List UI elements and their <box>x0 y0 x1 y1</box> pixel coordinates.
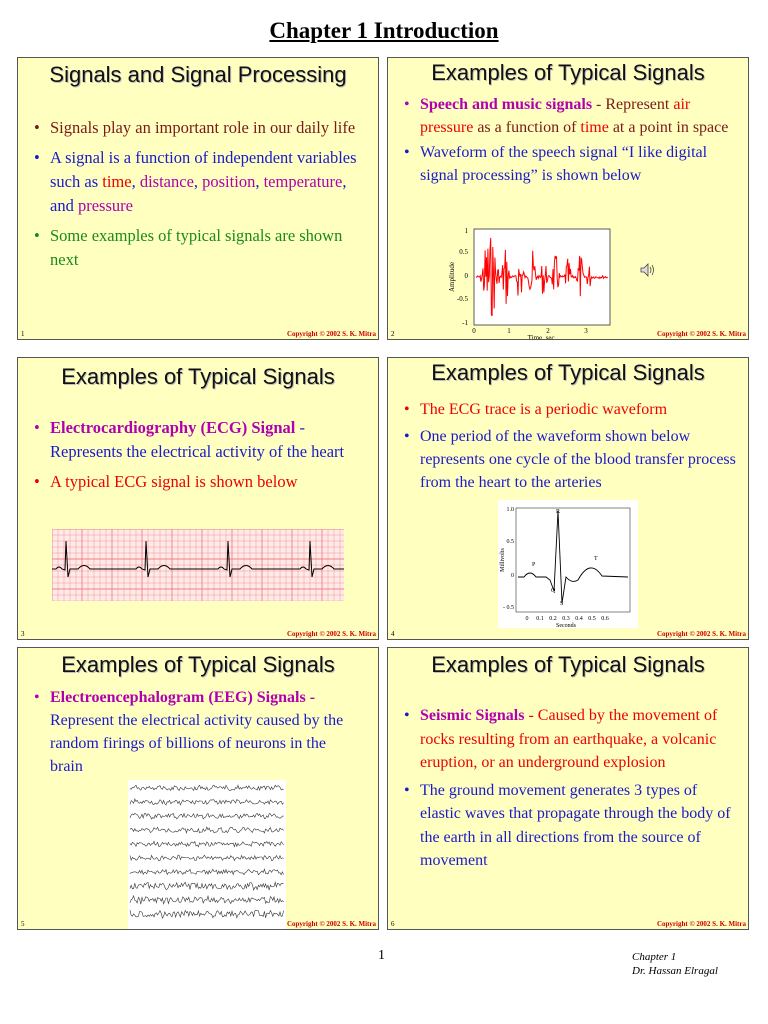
ecg-strip-plot <box>52 529 344 601</box>
svg-text:3: 3 <box>584 327 588 335</box>
eeg-traces-plot <box>128 780 286 930</box>
svg-text:0: 0 <box>525 616 529 622</box>
bullet-item: • A signal is a function of independent variables such as time, distance, position, temperature, and pressure <box>34 148 357 215</box>
bullet-list <box>32 416 352 500</box>
footer-author: Dr. Hassan Elragal <box>632 965 718 977</box>
bullet-item: • Seismic Signals - Caused by the movement of rocks resulting from an earthquake, a volcanic eruption, or an underground explosion <box>404 707 718 771</box>
svg-text:Seconds: Seconds <box>556 623 576 628</box>
copyright: Copyright © 2002 S. K. Mitra <box>656 330 746 338</box>
bullet-item: • Some examples of typical signals are shown next <box>34 226 343 269</box>
slide-4 <box>387 357 749 640</box>
slide-3 <box>17 357 379 640</box>
bullet-item: • A typical ECG signal is shown below <box>34 472 298 491</box>
page-number: 1 <box>378 948 385 963</box>
slide-number: 6 <box>391 920 395 928</box>
svg-text:Millivolts: Millivolts <box>500 548 506 572</box>
svg-text:-1: -1 <box>462 319 468 327</box>
svg-text:- 0.5: - 0.5 <box>503 605 514 611</box>
bullet-list <box>402 398 737 500</box>
svg-text:1: 1 <box>464 227 468 235</box>
svg-text:0.2: 0.2 <box>549 616 557 622</box>
page-title: Chapter 1 Introduction <box>269 18 499 43</box>
bullet-list <box>32 686 362 784</box>
bullet-item: • One period of the waveform shown below represents one cycle of the blood transfer process from the heart to the arteries <box>404 428 736 491</box>
slide-number: 3 <box>21 630 25 638</box>
slide-number: 2 <box>391 330 395 338</box>
slide-2 <box>387 57 749 340</box>
svg-text:Time, sec.: Time, sec. <box>527 334 557 341</box>
slide-5 <box>17 647 379 930</box>
copyright: Copyright © 2002 S. K. Mitra <box>286 920 376 928</box>
svg-text:0.3: 0.3 <box>562 616 570 622</box>
svg-text:0: 0 <box>511 573 514 579</box>
slide-6 <box>387 647 749 930</box>
ecg-period-plot <box>498 500 638 628</box>
page-footer <box>632 950 718 978</box>
svg-text:1: 1 <box>507 327 511 335</box>
slide-title: Signals and Signal Processing <box>49 62 347 87</box>
copyright: Copyright © 2002 S. K. Mitra <box>286 630 376 638</box>
svg-text:0.5: 0.5 <box>459 248 468 256</box>
svg-text:Amplitude: Amplitude <box>448 262 456 292</box>
svg-text:P: P <box>532 562 536 568</box>
svg-text:R: R <box>556 509 561 515</box>
bullet-list <box>402 704 742 879</box>
speech-waveform-plot <box>388 221 749 340</box>
svg-text:S: S <box>560 601 564 607</box>
footer-chapter: Chapter 1 <box>632 951 677 963</box>
bullet-item: • The ground movement generates 3 types of elastic waves that propagate through the body of the earth in all directions from the source of movement <box>404 781 731 869</box>
slide-title: Examples of Typical Signals <box>431 652 705 677</box>
slide-title: Examples of Typical Signals <box>431 360 705 385</box>
svg-text:0.5: 0.5 <box>506 539 514 545</box>
svg-text:Q: Q <box>551 588 556 594</box>
slide-title: Examples of Typical Signals <box>431 60 705 85</box>
svg-text:0: 0 <box>464 272 468 280</box>
bullet-list <box>32 116 362 278</box>
bullet-item: • Signals play an important role in our daily life <box>34 118 356 137</box>
bullet-item: • The ECG trace is a periodic waveform <box>404 401 668 418</box>
bullet-list <box>402 93 737 193</box>
copyright: Copyright © 2002 S. K. Mitra <box>656 920 746 928</box>
svg-text:0.5: 0.5 <box>588 616 596 622</box>
svg-text:0.1: 0.1 <box>536 616 544 622</box>
bullet-item: • Speech and music signals - Represent air pressure as a function of time at a point in space <box>404 96 729 136</box>
svg-text:0: 0 <box>472 327 476 335</box>
slide-number: 1 <box>21 330 25 338</box>
slide-1 <box>17 57 379 340</box>
copyright: Copyright © 2002 S. K. Mitra <box>286 330 376 338</box>
bullet-item: • Waveform of the speech signal “I like digital signal processing” is shown below <box>404 144 708 184</box>
svg-text:-0.5: -0.5 <box>456 295 468 303</box>
slide-number: 5 <box>21 920 25 928</box>
svg-text:1.0: 1.0 <box>506 507 514 513</box>
svg-text:T: T <box>594 556 598 562</box>
svg-text:2: 2 <box>546 327 550 335</box>
svg-text:0.4: 0.4 <box>575 616 583 622</box>
bullet-item: • Electroencephalogram (EEG) Signals - Represent the electrical activity caused by the random firings of billions of neurons in the brain <box>34 689 344 775</box>
slide-number: 4 <box>391 630 395 638</box>
bullet-item: • Electrocardiography (ECG) Signal - Represents the electrical activity of the heart <box>34 418 345 461</box>
svg-text:0.6: 0.6 <box>601 616 609 622</box>
copyright: Copyright © 2002 S. K. Mitra <box>656 630 746 638</box>
slide-title: Examples of Typical Signals <box>61 652 335 677</box>
speaker-icon[interactable] <box>640 263 656 277</box>
slide-title: Examples of Typical Signals <box>61 364 335 389</box>
